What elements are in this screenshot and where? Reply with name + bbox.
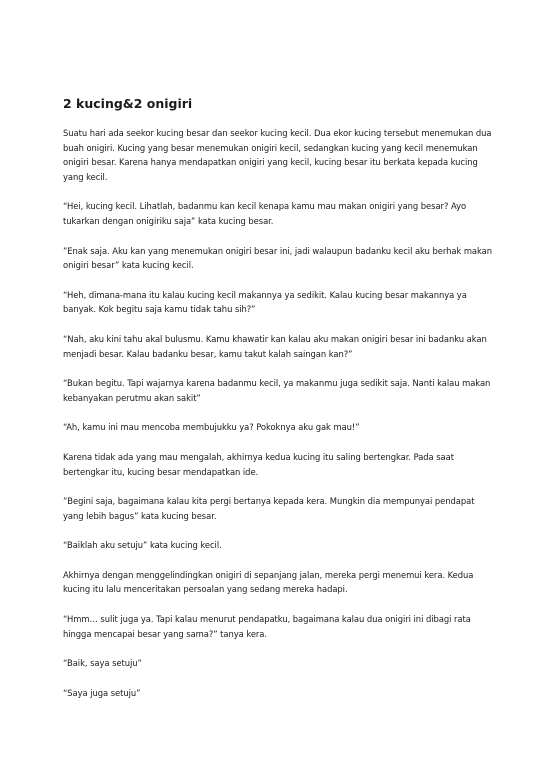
story-paragraph-10: “Baiklah aku setuju” kata kucing kecil. [63, 540, 222, 551]
story-title: 2 kucing&2 onigiri [63, 96, 193, 111]
story-paragraph-4: “Heh, dimana-mana itu kalau kucing kecil makannya ya sedikit. Kalau kucing besar makannya ya banyak. Kok begitu saja kamu tidak tahu sih?” [63, 289, 467, 315]
story-paragraph-14: “Saya juga setuju” [63, 687, 141, 698]
document-page [63, 96, 495, 715]
story-paragraph-7: “Ah, kamu ini mau mencoba membujukku ya? Pokoknya aku gak mau!” [63, 422, 360, 433]
story-paragraph-6: “Bukan begitu. Tapi wajarnya karena badanmu kecil, ya makanmu juga sedikit saja. Nanti kalau makan kebanyakan perutmu akan sakit” [63, 378, 491, 403]
story-paragraph-9: ”Begini saja, bagaimana kalau kita pergi bertanya kepada kera. Mungkin dia mempunyai pendapat yang lebih bagus” kata kucing besar. [63, 496, 475, 521]
story-paragraph-12: “Hmm… sulit juga ya. Tapi kalau menurut pendapatku, bagaimana kalau dua onigiri ini dibagi rata hingga mencapai besar yang sama?” tanya kera. [63, 614, 471, 639]
story-paragraph-11: Akhirnya dengan menggelindingkan onigiri di sepanjang jalan, mereka pergi menemui kera. Kedua kucing itu lalu menceritakan persoalan yang sedang mereka hadapi. [63, 569, 474, 595]
story-paragraph-13: “Baik, saya setuju” [63, 658, 142, 669]
story-paragraph-1: Suatu hari ada seekor kucing besar dan seekor kucing kecil. Dua ekor kucing tersebut menemukan dua buah onigiri. Kucing yang besar menemukan onigiri kecil, sedangkan kucing yang kecil menemukan onigiri besar. Karena hanya mendapatkan onigiri yang kecil, kucing besar itu berkata kepada kucing yang kecil. [63, 128, 492, 182]
story-paragraph-8: Karena tidak ada yang mau mengalah, akhirnya kedua kucing itu saling bertengkar. Pada saat bertengkar itu, kucing besar mendapatkan ide. [63, 451, 454, 477]
story-paragraph-2: “Hei, kucing kecil. Lihatlah, badanmu kan kecil kenapa kamu mau makan onigiri yang besar? Ayo tukarkan dengan onigiriku saja” kata kucing besar. [63, 201, 467, 226]
story-paragraph-5: “Nah, aku kini tahu akal bulusmu. Kamu khawatir kan kalau aku makan onigiri besar ini badanku akan menjadi besar. Kalau badanku besar, kamu takut kalah saingan kan?” [63, 333, 487, 359]
story-paragraph-3: ”Enak saja. Aku kan yang menemukan onigiri besar ini, jadi walaupun badanku kecil aku berhak makan onigiri besar” kata kucing kecil. [63, 245, 493, 271]
